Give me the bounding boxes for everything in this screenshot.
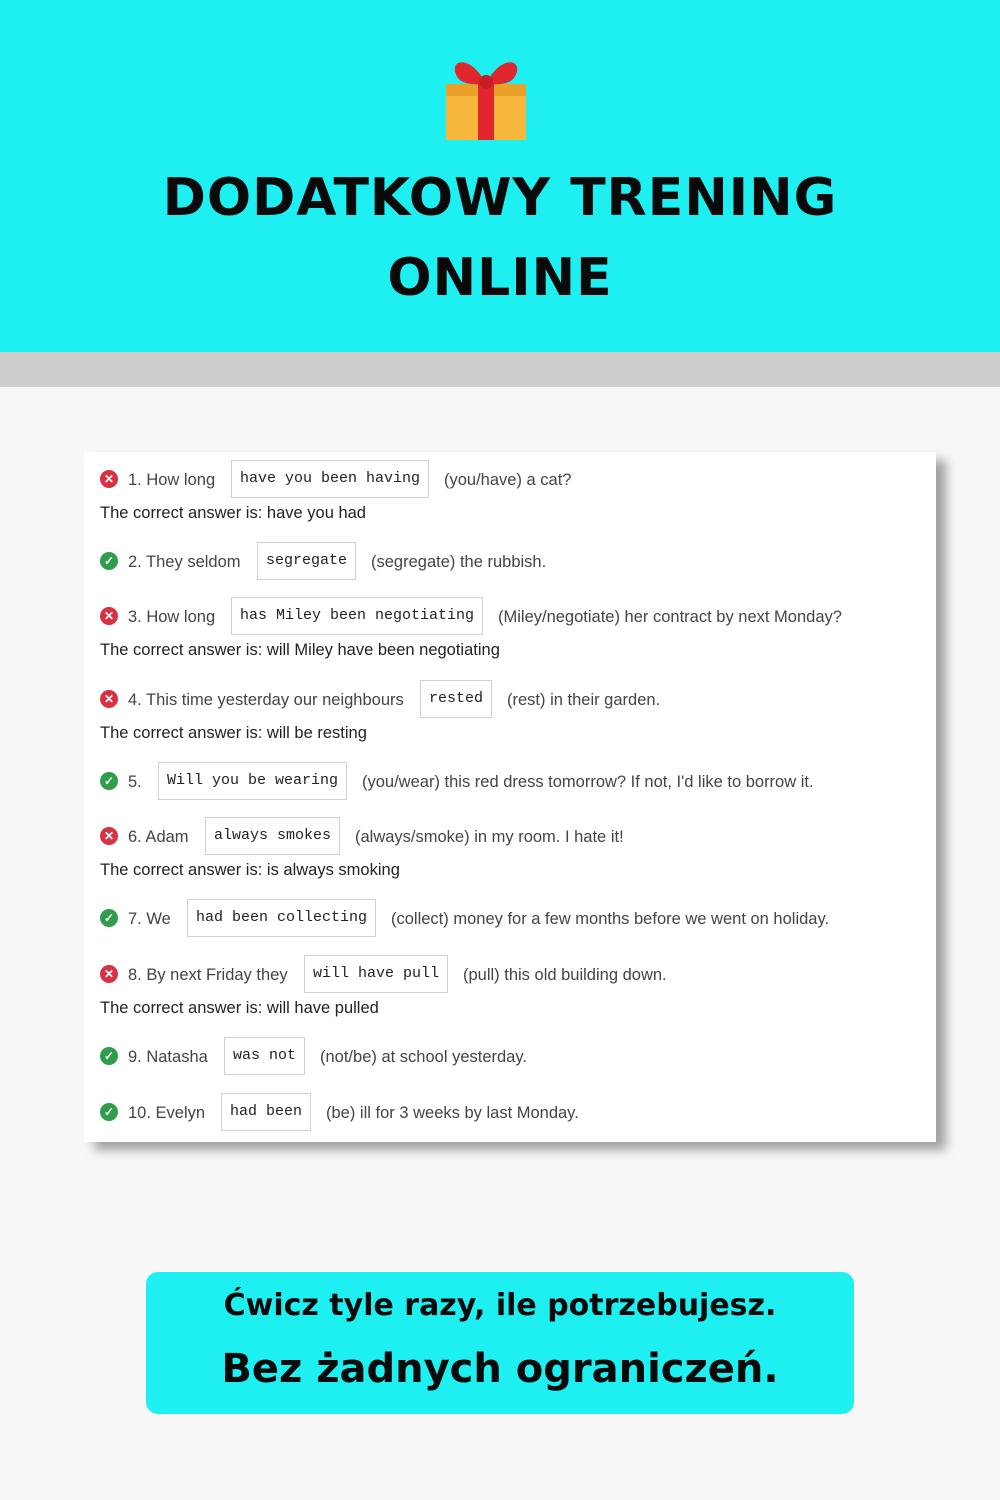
exercise-results-card — [84, 452, 936, 1142]
correct-answer-note — [100, 641, 500, 660]
title-line-1: DODATKOWY TRENING — [162, 168, 838, 228]
question-rest-text: (pull) this old building down. — [463, 966, 667, 984]
question-text: 10. Evelyn — [128, 1104, 206, 1122]
correct-answer-icon: ✓ — [100, 1047, 118, 1065]
exercise-line — [100, 899, 930, 939]
exercise-item — [100, 1037, 930, 1077]
correct-answer-value: will be resting — [266, 724, 367, 742]
exercise-line — [100, 680, 930, 720]
correct-answer-value: is always smoking — [266, 861, 400, 879]
correct-answer-label: The correct answer is: — [100, 999, 263, 1017]
question-rest-text: (always/smoke) in my room. I hate it! — [355, 828, 624, 846]
exercise-line — [100, 460, 930, 500]
correct-answer-label: The correct answer is: — [100, 504, 263, 522]
correct-answer-icon: ✓ — [100, 1103, 118, 1121]
question-text: 9. Natasha — [128, 1048, 208, 1066]
wrong-answer-icon: ✕ — [100, 965, 118, 983]
wrong-answer-icon: ✕ — [100, 607, 118, 625]
correct-answer-label: The correct answer is: — [100, 861, 263, 879]
exercise-item — [100, 597, 930, 659]
answer-input[interactable]: had been collecting — [187, 899, 376, 937]
exercise-item — [100, 817, 930, 879]
correct-answer-icon: ✓ — [100, 552, 118, 570]
correct-answer-note — [100, 724, 367, 743]
gift-icon — [440, 46, 532, 142]
exercise-line — [100, 542, 930, 582]
exercise-line — [100, 1093, 930, 1133]
correct-answer-icon: ✓ — [100, 909, 118, 927]
correct-answer-icon: ✓ — [100, 772, 118, 790]
exercise-item — [100, 899, 930, 939]
exercise-line — [100, 762, 930, 802]
correct-answer-note — [100, 504, 366, 523]
question-rest-text: (Miley/negotiate) her contract by next Monday? — [498, 608, 842, 626]
exercise-item — [100, 762, 930, 802]
question-rest-text: (you/wear) this red dress tomorrow? If not, I'd like to borrow it. — [362, 773, 814, 791]
exercise-item — [100, 542, 930, 582]
question-text: 7. We — [128, 910, 171, 928]
exercise-item — [100, 460, 930, 522]
exercise-line — [100, 1037, 930, 1077]
question-rest-text: (collect) money for a few months before we went on holiday. — [391, 910, 830, 928]
answer-input[interactable]: always smokes — [205, 817, 340, 855]
footer-line-2: Bez żadnych ograniczeń. — [221, 1346, 779, 1392]
correct-answer-label: The correct answer is: — [100, 641, 263, 659]
question-text: 3. How long — [128, 608, 216, 626]
question-text: 1. How long — [128, 471, 216, 489]
correct-answer-value: have you had — [266, 504, 366, 522]
wrong-answer-icon: ✕ — [100, 827, 118, 845]
wrong-answer-icon: ✕ — [100, 470, 118, 488]
correct-answer-value: will Miley have been negotiating — [266, 641, 500, 659]
answer-input[interactable]: has Miley been negotiating — [231, 597, 483, 635]
exercise-line — [100, 597, 930, 637]
question-rest-text: (rest) in their garden. — [507, 691, 661, 709]
question-rest-text: (not/be) at school yesterday. — [320, 1048, 527, 1066]
correct-answer-note — [100, 861, 400, 880]
exercise-item — [100, 680, 930, 742]
question-text: 2. They seldom — [128, 553, 241, 571]
question-rest-text: (segregate) the rubbish. — [371, 553, 547, 571]
answer-input[interactable]: rested — [420, 680, 492, 718]
header-divider — [0, 352, 1000, 387]
question-rest-text: (be) ill for 3 weeks by last Monday. — [326, 1104, 579, 1122]
correct-answer-label: The correct answer is: — [100, 724, 263, 742]
footer-line-1: Ćwicz tyle razy, ile potrzebujesz. — [223, 1288, 777, 1323]
answer-input[interactable]: will have pull — [304, 955, 448, 993]
answer-input[interactable]: had been — [221, 1093, 311, 1131]
answer-input[interactable]: Will you be wearing — [158, 762, 347, 800]
question-text: 5. — [128, 773, 142, 791]
question-rest-text: (you/have) a cat? — [444, 471, 572, 489]
exercise-item — [100, 955, 930, 1017]
page-title — [0, 158, 1000, 318]
question-text: 8. By next Friday they — [128, 966, 288, 984]
answer-input[interactable]: was not — [224, 1037, 305, 1075]
exercise-item — [100, 1093, 930, 1133]
answer-input[interactable]: segregate — [257, 542, 356, 580]
exercise-line — [100, 817, 930, 857]
footer-banner — [146, 1272, 854, 1414]
header-banner — [0, 0, 1000, 352]
answer-input[interactable]: have you been having — [231, 460, 429, 498]
question-text: 4. This time yesterday our neighbours — [128, 691, 404, 709]
correct-answer-value: will have pulled — [266, 999, 379, 1017]
exercise-line — [100, 955, 930, 995]
correct-answer-note — [100, 999, 379, 1018]
title-line-2: ONLINE — [387, 248, 613, 308]
question-text: 6. Adam — [128, 828, 189, 846]
wrong-answer-icon: ✕ — [100, 690, 118, 708]
